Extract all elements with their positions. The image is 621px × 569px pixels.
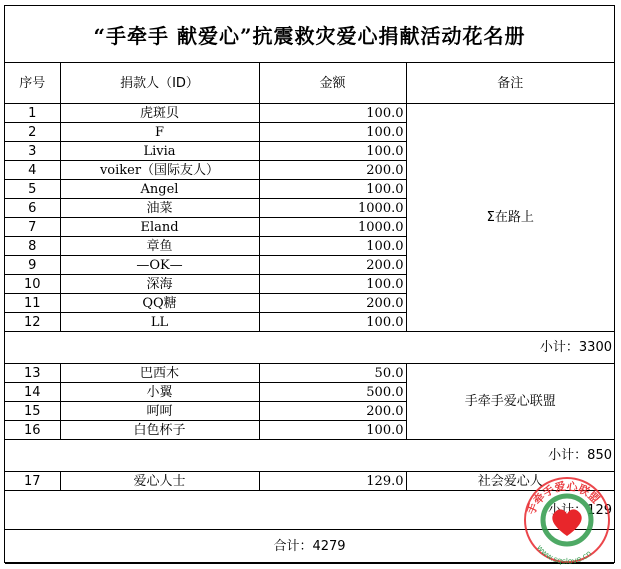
row-donor: LL [60, 313, 259, 332]
row-amount: 500.0 [259, 383, 406, 402]
row-donor: voiker（国际友人） [60, 161, 259, 180]
row-no: 2 [5, 123, 60, 142]
row-donor: 呵呵 [60, 402, 259, 421]
group-2 [5, 364, 614, 472]
charity-stamp-logo [519, 470, 615, 566]
row-no: 13 [5, 364, 60, 383]
row-no: 9 [5, 256, 60, 275]
row-donor: —OK— [60, 256, 259, 275]
row-no: 4 [5, 161, 60, 180]
header-row [5, 63, 614, 104]
row-donor: Livia [60, 142, 259, 161]
row-no: 5 [5, 180, 60, 199]
row-amount: 100.0 [259, 180, 406, 199]
row-amount: 1000.0 [259, 218, 406, 237]
row-no: 15 [5, 402, 60, 421]
row-donor: Eland [60, 218, 259, 237]
row-amount: 200.0 [259, 256, 406, 275]
row-donor: F [60, 123, 259, 142]
subtotal: 小计：850 [5, 440, 614, 472]
header-no: 序号 [5, 63, 60, 104]
header-donor: 捐款人（ID） [60, 63, 259, 104]
subtotal-row [5, 440, 614, 472]
subtotal-row [5, 332, 614, 364]
row-donor: 爱心人士 [60, 472, 259, 491]
row-amount: 200.0 [259, 402, 406, 421]
row-amount: 100.0 [259, 313, 406, 332]
group-1 [5, 104, 614, 364]
row-amount: 100.0 [259, 104, 406, 123]
row-amount: 100.0 [259, 123, 406, 142]
row-amount: 100.0 [259, 275, 406, 294]
row-no: 1 [5, 104, 60, 123]
grand-total: 合计：4279 [5, 530, 614, 564]
row-donor: 巴西木 [60, 364, 259, 383]
svg-text:www.sqslove.cn [535, 543, 593, 566]
row-no: 14 [5, 383, 60, 402]
row-no: 8 [5, 237, 60, 256]
row-amount: 129.0 [259, 472, 406, 491]
page-title: “手牵手 献爱心”抗震救灾爱心捐献活动花名册 [5, 6, 614, 63]
group-note: 手牵手爱心联盟 [406, 364, 614, 440]
row-amount: 100.0 [259, 237, 406, 256]
subtotal: 小计：129 [5, 491, 614, 530]
row-amount: 100.0 [259, 421, 406, 440]
row-no: 11 [5, 294, 60, 313]
row-donor: 白色杯子 [60, 421, 259, 440]
heart-icon [552, 509, 581, 536]
row-no: 17 [5, 472, 60, 491]
row-amount: 100.0 [259, 142, 406, 161]
header-amount: 金额 [259, 63, 406, 104]
table-row [5, 364, 614, 383]
row-amount: 1000.0 [259, 199, 406, 218]
row-donor: 章鱼 [60, 237, 259, 256]
row-donor: Angel [60, 180, 259, 199]
stamp-url-text: www.sqslove.cn [534, 543, 594, 566]
row-donor: QQ糖 [60, 294, 259, 313]
row-no: 10 [5, 275, 60, 294]
row-donor: 小翼 [60, 383, 259, 402]
row-no: 16 [5, 421, 60, 440]
header-note: 备注 [406, 63, 614, 104]
row-amount: 200.0 [259, 161, 406, 180]
row-amount: 200.0 [259, 294, 406, 313]
row-no: 3 [5, 142, 60, 161]
group-note: 社会爱心人 [406, 472, 614, 491]
table-row [5, 104, 614, 123]
row-donor: 虎斑贝 [60, 104, 259, 123]
row-amount: 50.0 [259, 364, 406, 383]
subtotal: 小计：3300 [5, 332, 614, 364]
row-no: 12 [5, 313, 60, 332]
row-donor: 深海 [60, 275, 259, 294]
row-no: 7 [5, 218, 60, 237]
group-note: Σ在路上 [406, 104, 614, 332]
row-donor: 油菜 [60, 199, 259, 218]
row-no: 6 [5, 199, 60, 218]
stamp-top-text: 手牵手爱心联盟 [524, 479, 603, 517]
